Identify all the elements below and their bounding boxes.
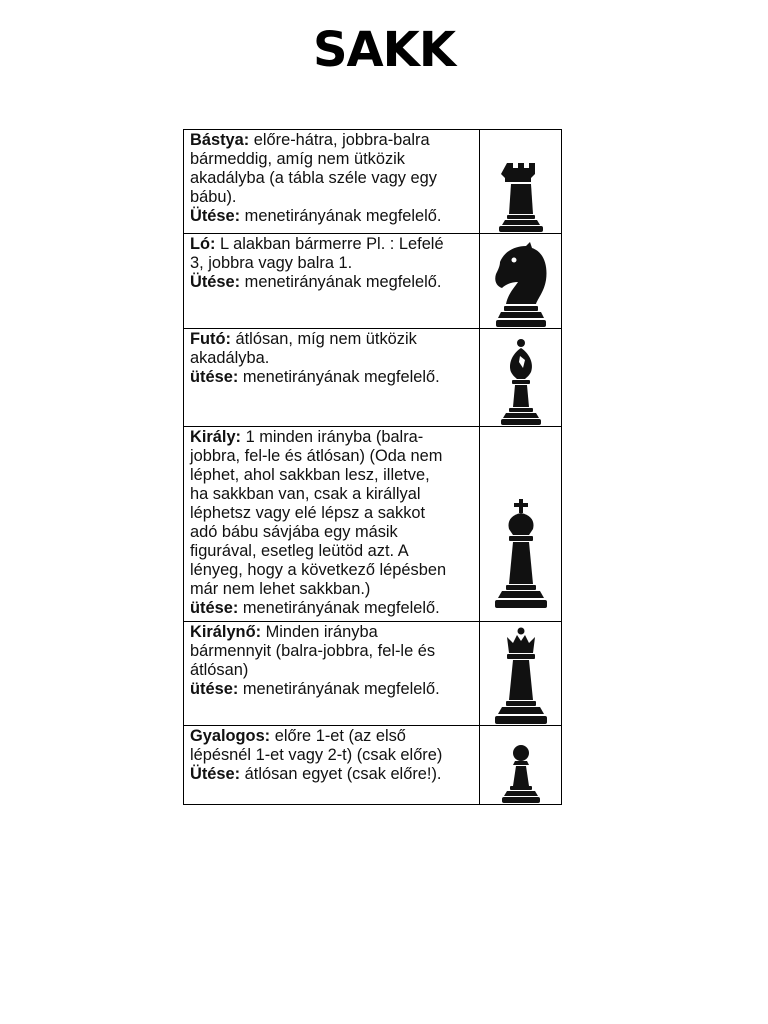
move-text: léphetsz vagy elé lépsz a sakkot xyxy=(190,504,426,522)
capture-label: Ütése: xyxy=(190,207,241,225)
table-row xyxy=(184,726,562,805)
capture-label: ütése: xyxy=(190,599,239,617)
move-text: átlósan, míg nem ütközik xyxy=(235,330,417,348)
move-text: L alakban bármerre Pl. : Lefelé xyxy=(220,235,444,253)
capture-text: menetirányának megfelelő. xyxy=(242,680,440,698)
queen-icon xyxy=(493,627,549,725)
table-row xyxy=(184,234,562,329)
piece-description xyxy=(184,329,480,427)
move-text: ha sakkban van, csak a királlyal xyxy=(190,485,421,503)
move-text: bármeddig, amíg nem ütközik xyxy=(190,150,405,168)
piece-image-cell xyxy=(480,726,562,805)
move-text: akadályba. xyxy=(190,349,270,367)
move-text: jobbra, fel-le és átlósan) (Oda nem xyxy=(190,447,443,465)
king-icon xyxy=(493,499,549,609)
capture-label: ütése: xyxy=(190,368,239,386)
piece-description xyxy=(184,130,480,234)
move-text: átlósan) xyxy=(190,661,249,679)
move-text: 3, jobbra vagy balra 1. xyxy=(190,254,353,272)
move-text: adó bábu sávjába egy másik xyxy=(190,523,398,541)
move-text: lényeg, hogy a következő lépésben xyxy=(190,561,447,579)
move-text: léphet, ahol sakkban lesz, illetve, xyxy=(190,466,430,484)
knight-icon xyxy=(490,242,552,328)
piece-description xyxy=(184,234,480,329)
move-text: előre-hátra, jobbra-balra xyxy=(253,131,430,149)
move-text: 1 minden irányba (balra- xyxy=(245,428,424,446)
piece-image-cell xyxy=(480,130,562,234)
piece-image-cell xyxy=(480,622,562,726)
chess-pieces-table xyxy=(183,129,562,805)
capture-text: menetirányának megfelelő. xyxy=(242,368,440,386)
capture-text: menetirányának megfelelő. xyxy=(244,207,442,225)
move-text: akadályba (a tábla széle vagy egy xyxy=(190,169,437,187)
rook-icon xyxy=(496,157,546,233)
table-row xyxy=(184,427,562,622)
piece-name: Futó: xyxy=(190,330,231,348)
piece-description xyxy=(184,726,480,805)
piece-name: Királynő: xyxy=(190,623,262,641)
table-row xyxy=(184,130,562,234)
move-text: bábu). xyxy=(190,188,237,206)
piece-image-cell xyxy=(480,427,562,622)
piece-name: Király: xyxy=(190,428,242,446)
move-text: előre 1-et (az első xyxy=(274,727,406,745)
capture-text: menetirányának megfelelő. xyxy=(242,599,440,617)
table-row xyxy=(184,329,562,427)
capture-label: Ütése: xyxy=(190,765,241,783)
piece-name: Gyalogos: xyxy=(190,727,271,745)
pawn-icon xyxy=(500,744,542,804)
piece-image-cell xyxy=(480,234,562,329)
piece-description xyxy=(184,427,480,622)
move-text: már nem lehet sakkban.) xyxy=(190,580,371,598)
page-title: SAKK xyxy=(312,22,456,78)
piece-description xyxy=(184,622,480,726)
capture-text: átlósan egyet (csak előre!). xyxy=(244,765,442,783)
move-text: lépésnél 1-et vagy 2-t) (csak előre) xyxy=(190,746,443,764)
capture-label: ütése: xyxy=(190,680,239,698)
piece-name: Bástya: xyxy=(190,131,250,149)
capture-label: Ütése: xyxy=(190,273,241,291)
piece-image-cell xyxy=(480,329,562,427)
piece-name: Ló: xyxy=(190,235,216,253)
bishop-icon xyxy=(498,338,544,426)
move-text: Minden irányba xyxy=(265,623,378,641)
table-row xyxy=(184,622,562,726)
move-text: figurával, esetleg leütöd azt. A xyxy=(190,542,409,560)
capture-text: menetirányának megfelelő. xyxy=(244,273,442,291)
move-text: bármennyit (balra-jobbra, fel-le és xyxy=(190,642,436,660)
